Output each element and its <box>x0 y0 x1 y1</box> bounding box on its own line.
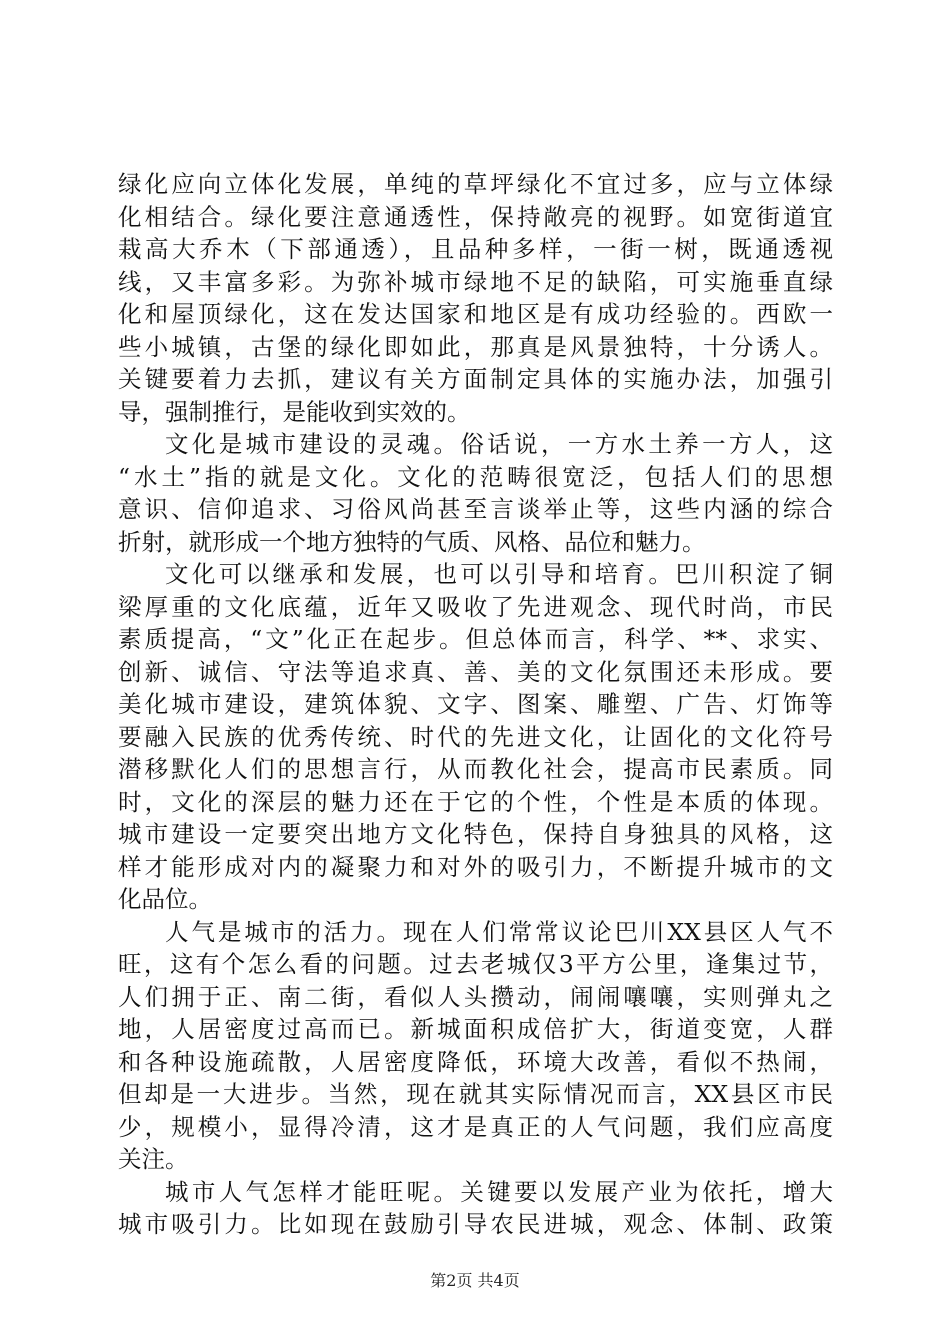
text-line: 少，规模小，显得冷清，这才是真正的人气问题，我们应高度 <box>118 1112 833 1141</box>
text-line: 城市吸引力。比如现在鼓励引导农民进城，观念、体制、政策 <box>118 1210 833 1238</box>
text-line: 创新、诚信、守法等追求真、善、美的文化氛围还未形成。要 <box>118 657 833 686</box>
text-line: “水土”指的就是文化。文化的范畴很宽泛，包括人们的思想 <box>118 462 833 491</box>
text-line: 美化城市建设，建筑体貌、文字、图案、雕塑、广告、灯饰等 <box>118 690 833 718</box>
text-line: 要融入民族的优秀传统、时代的先进文化，让固化的文化符号 <box>118 722 833 751</box>
text-line: 关键要着力去抓，建议有关方面制定具体的实施办法，加强引 <box>118 365 833 393</box>
text-line: 人气是城市的活力。现在人们常常议论巴川XX县区人气不 <box>165 917 833 946</box>
text-line: 意识、信仰追求、习俗风尚甚至言谈举止等，这些内涵的综合 <box>118 495 833 523</box>
text-line: 城市建设一定要突出地方文化特色，保持自身独具的风格，这 <box>118 820 833 848</box>
text-line: 梁厚重的文化底蕴，近年又吸收了先进观念、现代时尚，市民 <box>118 592 833 621</box>
text-line: 化和屋顶绿化，这在发达国家和地区是有成功经验的。西欧一 <box>118 300 833 328</box>
text-line: 但却是一大进步。当然，现在就其实际情况而言，XX县区市民 <box>118 1080 833 1108</box>
text-line: 样才能形成对内的凝聚力和对外的吸引力，不断提升城市的文 <box>118 852 833 881</box>
text-line: 栽高大乔木（下部通透），且品种多样，一街一树，既通透视 <box>118 235 833 263</box>
text-line: 线，又丰富多彩。为弥补城市绿地不足的缺陷，可实施垂直绿 <box>118 267 833 296</box>
text-line: 关注。 <box>118 1145 189 1173</box>
text-line: 素质提高，“文”化正在起步。但总体而言，科学、**、求实、 <box>118 625 833 653</box>
text-line: 潜移默化人们的思想言行，从而教化社会，提高市民素质。同 <box>118 755 833 783</box>
text-line: 旺，这有个怎么看的问题。过去老城仅3平方公里，逢集过节， <box>118 950 833 978</box>
text-line: 文化是城市建设的灵魂。俗话说，一方水土养一方人，这 <box>165 430 833 458</box>
text-line: 化品位。 <box>118 885 212 913</box>
text-line: 化相结合。绿化要注意通透性，保持敞亮的视野。如宽街道宜 <box>118 202 833 231</box>
text-line: 折射，就形成一个地方独特的气质、风格、品位和魅力。 <box>118 527 706 556</box>
page-footer: 第2页 共4页 <box>430 1271 520 1290</box>
text-line: 导，强制推行，是能收到实效的。 <box>118 397 471 426</box>
text-line: 人们拥于正、南二街，看似人头攒动，闹闹嚷嚷，实则弹丸之 <box>118 982 833 1011</box>
text-line: 地，人居密度过高而已。新城面积成倍扩大，街道变宽，人群 <box>118 1015 833 1043</box>
text-line: 时，文化的深层的魅力还在于它的个性，个性是本质的体现。 <box>118 787 833 816</box>
text-line: 文化可以继承和发展，也可以引导和培育。巴川积淀了铜 <box>165 560 833 588</box>
text-line: 城市人气怎样才能旺呢。关键要以发展产业为依托，增大 <box>165 1177 833 1206</box>
text-line: 绿化应向立体化发展，单纯的草坪绿化不宜过多，应与立体绿 <box>118 170 833 198</box>
body-text <box>118 168 833 1241</box>
text-line: 和各种设施疏散，人居密度降低，环境大改善，看似不热闹， <box>118 1047 833 1076</box>
text-line: 些小城镇，古堡的绿化即如此，那真是风景独特，十分诱人。 <box>118 332 833 361</box>
